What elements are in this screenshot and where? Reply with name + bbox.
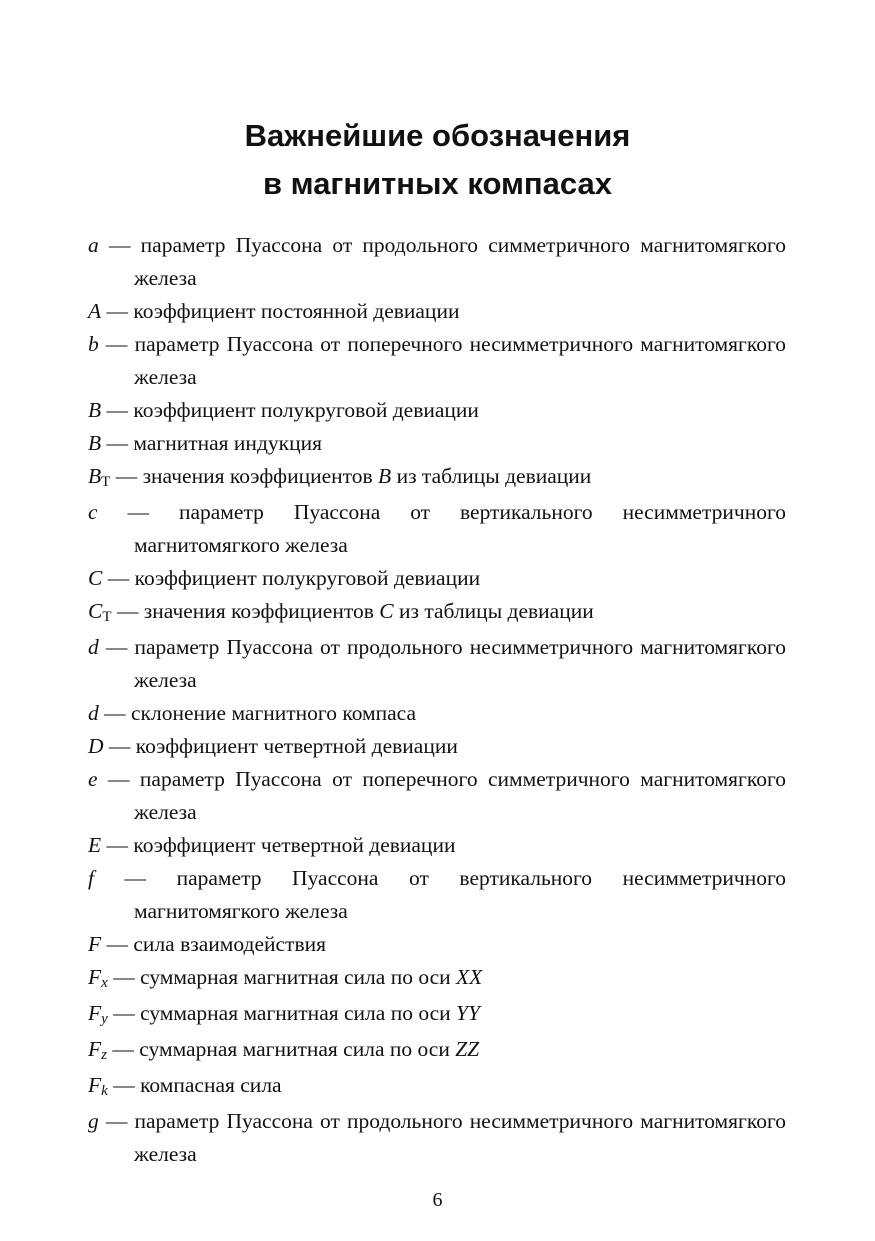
notation-description: — параметр Пуассона от поперечного несимметричного магнитомягкого железа [98,332,786,389]
notation-list [88,229,786,1171]
notation-description: — компасная сила [107,1073,282,1097]
notation-symbol: C [88,566,103,590]
notation-entry-CT [88,595,786,631]
notation-entry-BT [88,460,786,496]
notation-symbol: d [88,701,99,725]
notation-entry-Fk [88,1069,786,1105]
notation-entry-F [88,928,786,961]
notation-description: — сила взаимодействия [101,932,326,956]
notation-description-tail: из таблицы девиации [391,464,592,488]
notation-description: — коэффициент четвертной девиации [101,833,456,857]
notation-entry-Fx [88,961,786,997]
notation-symbol: d [88,635,99,659]
notation-symbol: f [88,866,94,890]
notation-description: — суммарная магнитная сила по оси [107,965,457,989]
page-number: 6 [432,1189,443,1211]
notation-inline-symbol: C [379,599,394,623]
notation-symbol: B [88,398,102,422]
page-title [0,112,875,208]
notation-description: — суммарная магнитная сила по оси [106,1037,456,1061]
notation-description: — значения коэффициентов [110,464,379,488]
notation-entry-d-declination [88,697,786,730]
notation-inline-symbol: B [378,464,392,488]
notation-inline-symbol: YY [456,1001,480,1025]
notation-subscript: y [101,1011,108,1027]
notation-symbol: a [88,233,99,257]
notation-entry-d-poisson [88,631,786,697]
notation-entry-f [88,862,786,928]
notation-entry-B-deviation [88,394,786,427]
notation-symbol: F [88,965,102,989]
notation-entry-e [88,763,786,829]
notation-entry-Fz [88,1033,786,1069]
notation-symbol: e [88,767,98,791]
notation-description: — коэффициент полукруговой девиации [101,398,479,422]
notation-entry-E [88,829,786,862]
notation-entry-Fy [88,997,786,1033]
notation-description: — склонение магнитного компаса [98,701,417,725]
notation-subscript: z [101,1047,107,1063]
notation-description: — параметр Пуассона от продольного несимметричного магнитомягкого железа [98,1109,786,1166]
notation-description: — коэффициент полукруговой девиации [102,566,481,590]
notation-symbol: b [88,332,99,356]
page-title-line-2: в магнитных компасах [263,166,612,201]
notation-inline-symbol: ZZ [455,1037,480,1061]
notation-symbol: B [88,431,102,455]
notation-description: — коэффициент четвертной девиации [103,734,458,758]
notation-entry-D [88,730,786,763]
notation-entry-C [88,562,786,595]
notation-description: — параметр Пуассона от вертикального несимметричного магнитомягкого железа [97,500,786,557]
notation-symbol: F [88,932,102,956]
notation-description: — коэффициент постоянной девиации [101,299,460,323]
notation-description: — параметр Пуассона от поперечного симметричного магнитомягкого железа [97,767,786,824]
notation-symbol: F [88,1073,102,1097]
notation-subscript: x [101,975,108,991]
page-title-line-1: Важнейшие обозначения [244,118,631,153]
notation-description-tail: из таблицы девиации [393,599,594,623]
notation-subscript: Т [101,474,111,490]
notation-symbol: E [88,833,102,857]
notation-entry-B-induction [88,427,786,460]
notation-symbol: A [88,299,102,323]
notation-inline-symbol: XX [456,965,483,989]
notation-description: — суммарная магнитная сила по оси [107,1001,457,1025]
notation-description: — параметр Пуассона от вертикального несимметричного магнитомягкого железа [93,866,786,923]
notation-entry-b [88,328,786,394]
notation-symbol: C [88,599,103,623]
notation-entry-c [88,496,786,562]
notation-subscript: Т [102,609,112,625]
notation-symbol: B [88,464,102,488]
notation-symbol: D [88,734,104,758]
notation-symbol: F [88,1001,102,1025]
notation-entry-g [88,1105,786,1171]
notation-description: — значения коэффициентов [111,599,380,623]
notation-description: — магнитная индукция [101,431,322,455]
notation-description: — параметр Пуассона от продольного симметричного магнитомягкого железа [98,233,786,290]
notation-symbol: c [88,500,98,524]
notation-entry-A [88,295,786,328]
notation-description: — параметр Пуассона от продольного несимметричного магнитомягкого железа [98,635,786,692]
notation-symbol: F [88,1037,102,1061]
notation-symbol: g [88,1109,99,1133]
notation-entry-a [88,229,786,295]
notation-subscript: k [101,1083,108,1099]
